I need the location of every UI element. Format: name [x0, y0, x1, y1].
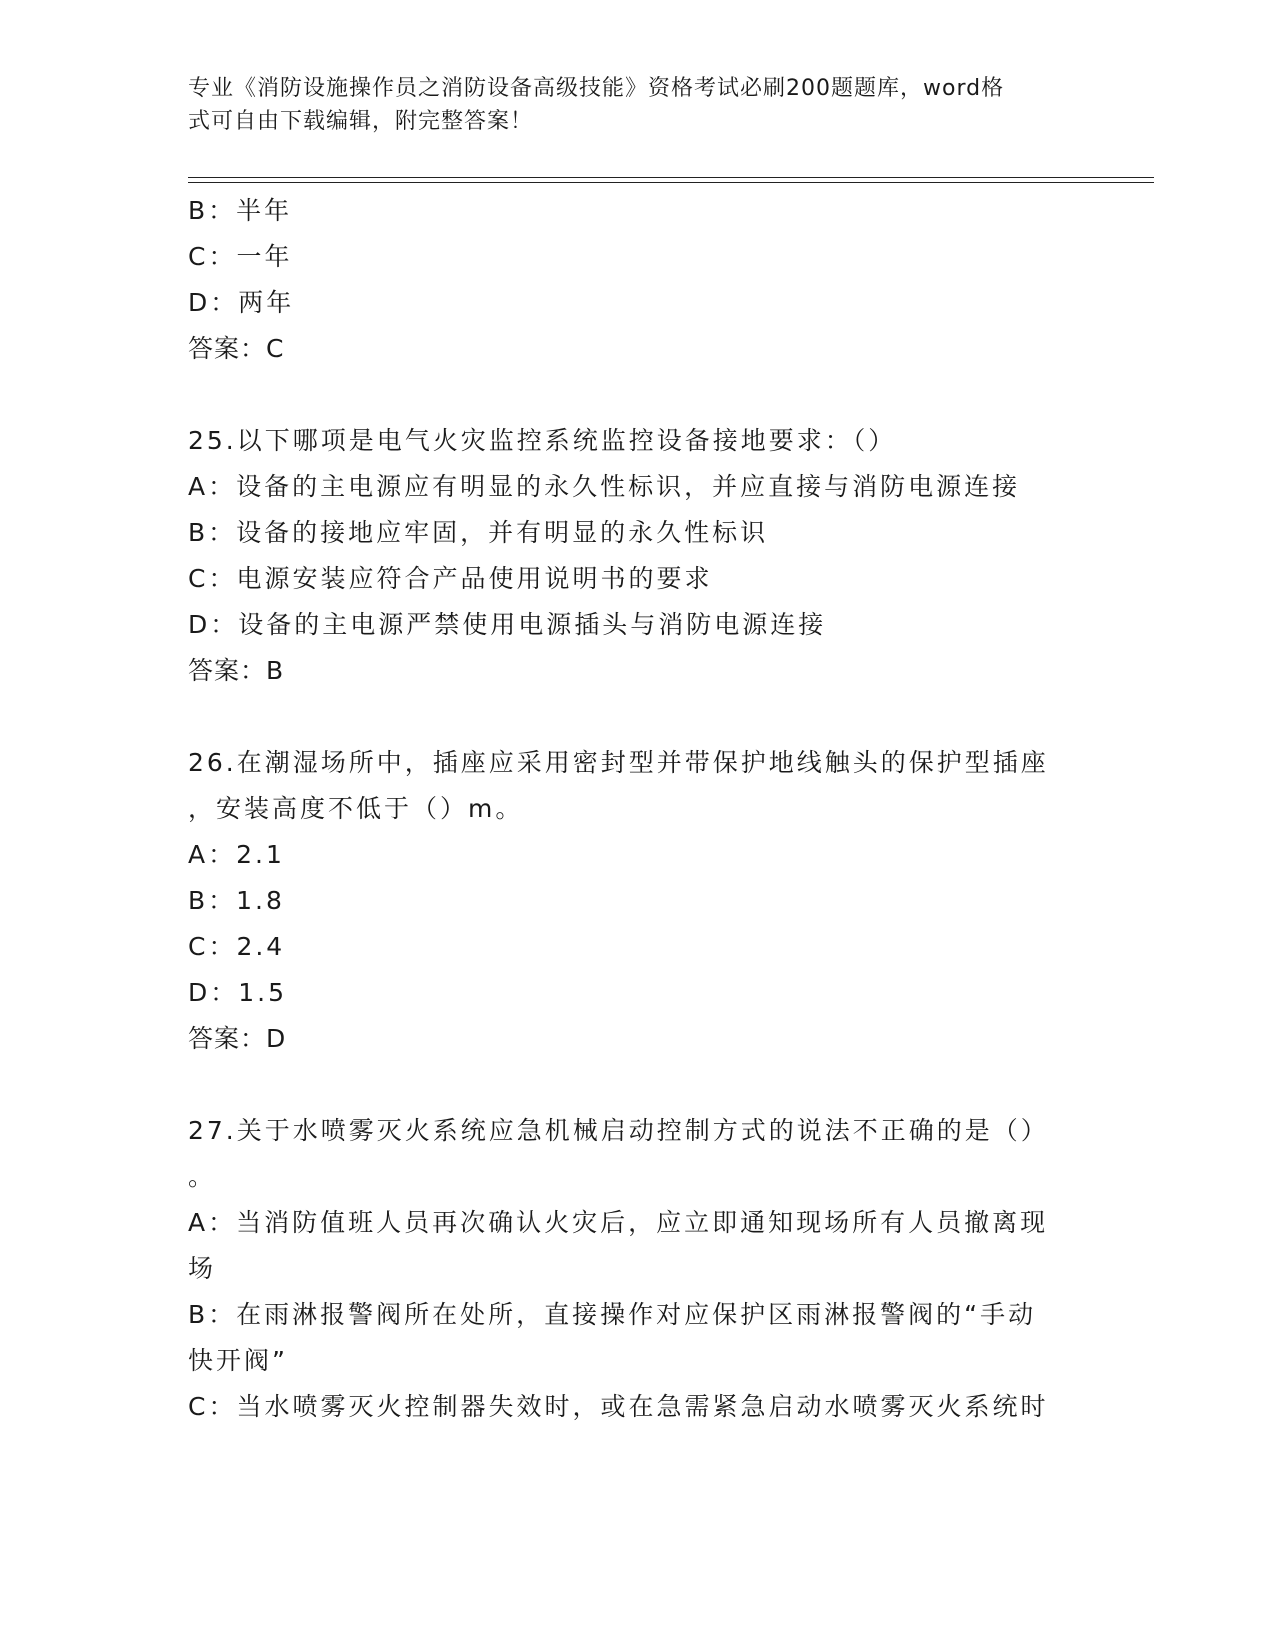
option-b: B：设备的接地应牢固，并有明显的永久性标识 [188, 518, 769, 547]
header-rule-bottom [188, 182, 1154, 183]
spacer [188, 694, 1088, 740]
option-c: C：一年 [188, 242, 293, 271]
option-b: B：半年 [188, 196, 293, 225]
question-26 [188, 740, 1088, 1062]
question-24-continued [188, 188, 1088, 372]
question-list [188, 188, 1088, 1430]
option-b: B：1.8 [188, 886, 285, 915]
option-a-continued: 场 [188, 1254, 217, 1283]
spacer [188, 1062, 1088, 1108]
header-rule-top [188, 177, 1154, 178]
option-c: C：当水喷雾灭火控制器失效时，或在急需紧急启动水喷雾灭火系统时 [188, 1392, 1049, 1421]
question-stem: 25.以下哪项是电气火灾监控系统监控设备接地要求：（） [188, 426, 897, 455]
option-c: C：2.4 [188, 932, 286, 961]
answer-line: 答案：C [188, 334, 285, 363]
answer-line: 答案：D [188, 1024, 287, 1053]
question-25 [188, 418, 1088, 694]
option-b-continued: 快开阀” [188, 1346, 288, 1375]
option-d: D：两年 [188, 288, 295, 317]
option-d: D：1.5 [188, 978, 288, 1007]
option-d: D：设备的主电源严禁使用电源插头与消防电源连接 [188, 610, 827, 639]
option-c: C：电源安装应符合产品使用说明书的要求 [188, 564, 713, 593]
header-line-2: 式可自由下载编辑，附完整答案！ [188, 109, 534, 134]
option-a: A：设备的主电源应有明显的永久性标识，并应直接与消防电源连接 [188, 472, 1021, 501]
question-27 [188, 1108, 1088, 1430]
option-b: B：在雨淋报警阀所在处所，直接操作对应保护区雨淋报警阀的“手动 [188, 1300, 1037, 1329]
page-header [188, 72, 1068, 138]
option-a: A：当消防值班人员再次确认火灾后，应立即通知现场所有人员撤离现 [188, 1208, 1049, 1237]
question-stem: 27.关于水喷雾灭火系统应急机械启动控制方式的说法不正确的是（） [188, 1116, 1049, 1145]
question-stem-continued: 。 [188, 1162, 217, 1191]
question-stem-continued: ，安装高度不低于（）m。 [188, 794, 524, 823]
answer-line: 答案：B [188, 656, 285, 685]
header-line-1: 专业《消防设施操作员之消防设备高级技能》资格考试必刷200题题库，word格 [188, 76, 1005, 101]
spacer [188, 372, 1088, 418]
option-a: A：2.1 [188, 840, 285, 869]
question-stem: 26.在潮湿场所中，插座应采用密封型并带保护地线触头的保护型插座 [188, 748, 1049, 777]
